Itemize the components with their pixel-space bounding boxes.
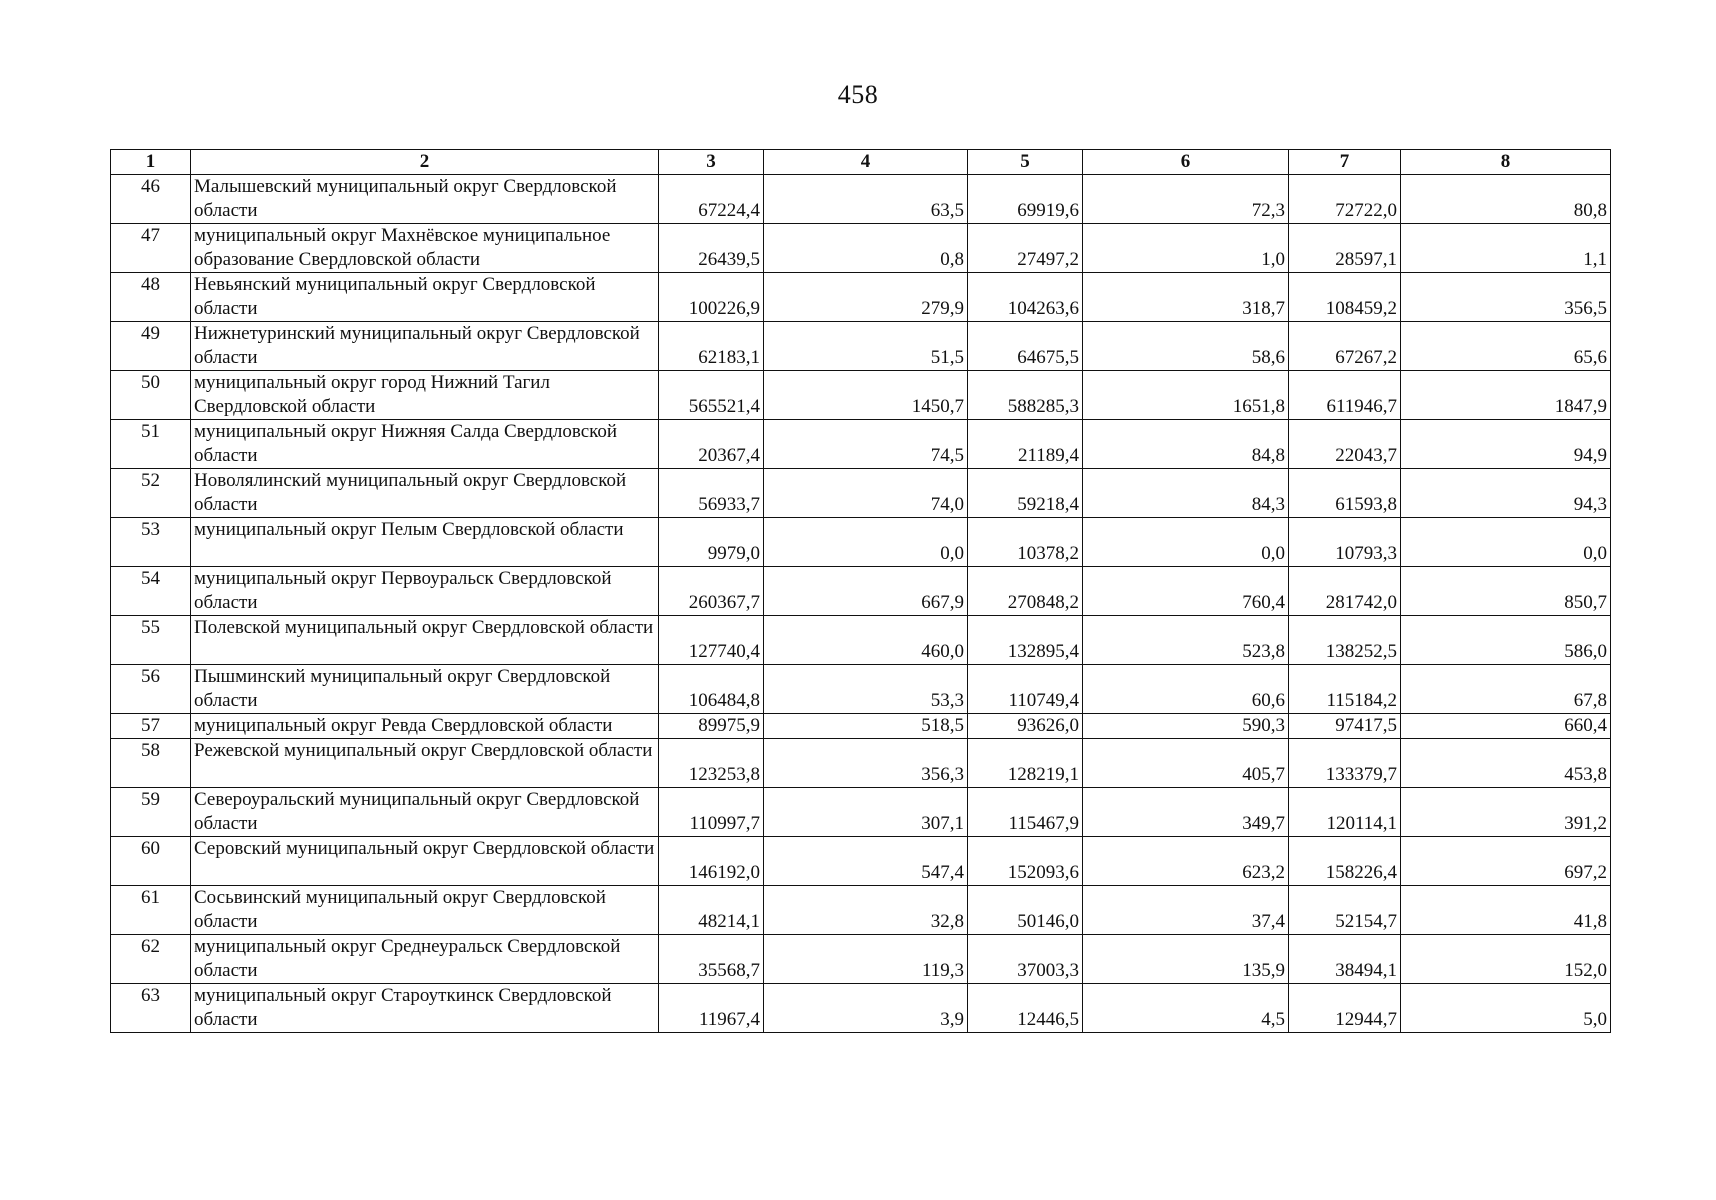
value-cell: 260367,7 xyxy=(659,567,764,616)
value-cell: 72722,0 xyxy=(1289,175,1401,224)
table-row xyxy=(111,837,1611,886)
municipality-name: Невьянский муниципальный округ Свердловской области xyxy=(191,273,659,322)
table-row xyxy=(111,273,1611,322)
value-cell: 138252,5 xyxy=(1289,616,1401,665)
row-number: 47 xyxy=(111,224,191,273)
value-cell: 62183,1 xyxy=(659,322,764,371)
table-row xyxy=(111,371,1611,420)
row-number: 56 xyxy=(111,665,191,714)
value-cell: 26439,5 xyxy=(659,224,764,273)
value-cell: 67224,4 xyxy=(659,175,764,224)
municipality-name: муниципальный округ Нижняя Салда Свердловской области xyxy=(191,420,659,469)
value-cell: 37003,3 xyxy=(968,935,1083,984)
column-header: 4 xyxy=(764,150,968,175)
value-cell: 69919,6 xyxy=(968,175,1083,224)
value-cell: 41,8 xyxy=(1401,886,1611,935)
table-row xyxy=(111,714,1611,739)
municipality-name: муниципальный округ Ревда Свердловской области xyxy=(191,714,659,739)
value-cell: 356,3 xyxy=(764,739,968,788)
row-number: 62 xyxy=(111,935,191,984)
value-cell: 38494,1 xyxy=(1289,935,1401,984)
table-row xyxy=(111,739,1611,788)
value-cell: 318,7 xyxy=(1083,273,1289,322)
value-cell: 279,9 xyxy=(764,273,968,322)
value-cell: 127740,4 xyxy=(659,616,764,665)
value-cell: 623,2 xyxy=(1083,837,1289,886)
value-cell: 0,0 xyxy=(1401,518,1611,567)
column-header: 6 xyxy=(1083,150,1289,175)
table-header-row xyxy=(111,150,1611,175)
value-cell: 32,8 xyxy=(764,886,968,935)
value-cell: 586,0 xyxy=(1401,616,1611,665)
value-cell: 152093,6 xyxy=(968,837,1083,886)
value-cell: 611946,7 xyxy=(1289,371,1401,420)
row-number: 49 xyxy=(111,322,191,371)
value-cell: 94,9 xyxy=(1401,420,1611,469)
value-cell: 0,0 xyxy=(764,518,968,567)
table-row xyxy=(111,984,1611,1033)
value-cell: 67,8 xyxy=(1401,665,1611,714)
column-header: 3 xyxy=(659,150,764,175)
value-cell: 21189,4 xyxy=(968,420,1083,469)
table-row xyxy=(111,567,1611,616)
row-number: 58 xyxy=(111,739,191,788)
table-row xyxy=(111,518,1611,567)
value-cell: 80,8 xyxy=(1401,175,1611,224)
municipality-name: муниципальный округ Первоуральск Свердловской области xyxy=(191,567,659,616)
table-row xyxy=(111,616,1611,665)
value-cell: 65,6 xyxy=(1401,322,1611,371)
value-cell: 115184,2 xyxy=(1289,665,1401,714)
page-number: 458 xyxy=(837,80,879,109)
value-cell: 123253,8 xyxy=(659,739,764,788)
value-cell: 158226,4 xyxy=(1289,837,1401,886)
value-cell: 307,1 xyxy=(764,788,968,837)
value-cell: 5,0 xyxy=(1401,984,1611,1033)
row-number: 60 xyxy=(111,837,191,886)
value-cell: 128219,1 xyxy=(968,739,1083,788)
column-header: 1 xyxy=(111,150,191,175)
value-cell: 67267,2 xyxy=(1289,322,1401,371)
value-cell: 63,5 xyxy=(764,175,968,224)
value-cell: 133379,7 xyxy=(1289,739,1401,788)
row-number: 46 xyxy=(111,175,191,224)
value-cell: 9979,0 xyxy=(659,518,764,567)
municipality-name: Нижнетуринский муниципальный округ Свердловской области xyxy=(191,322,659,371)
value-cell: 12944,7 xyxy=(1289,984,1401,1033)
value-cell: 135,9 xyxy=(1083,935,1289,984)
value-cell: 460,0 xyxy=(764,616,968,665)
value-cell: 697,2 xyxy=(1401,837,1611,886)
municipality-name: Полевской муниципальный округ Свердловской области xyxy=(191,616,659,665)
value-cell: 11967,4 xyxy=(659,984,764,1033)
value-cell: 405,7 xyxy=(1083,739,1289,788)
column-header: 5 xyxy=(968,150,1083,175)
row-number: 55 xyxy=(111,616,191,665)
value-cell: 0,8 xyxy=(764,224,968,273)
table-row xyxy=(111,665,1611,714)
value-cell: 590,3 xyxy=(1083,714,1289,739)
row-number: 52 xyxy=(111,469,191,518)
value-cell: 48214,1 xyxy=(659,886,764,935)
municipality-name: Сосьвинский муниципальный округ Свердловской области xyxy=(191,886,659,935)
table-row xyxy=(111,175,1611,224)
value-cell: 74,5 xyxy=(764,420,968,469)
value-cell: 22043,7 xyxy=(1289,420,1401,469)
municipality-name: Новолялинский муниципальный округ Свердловской области xyxy=(191,469,659,518)
value-cell: 523,8 xyxy=(1083,616,1289,665)
value-cell: 146192,0 xyxy=(659,837,764,886)
row-number: 57 xyxy=(111,714,191,739)
value-cell: 760,4 xyxy=(1083,567,1289,616)
value-cell: 4,5 xyxy=(1083,984,1289,1033)
value-cell: 565521,4 xyxy=(659,371,764,420)
value-cell: 270848,2 xyxy=(968,567,1083,616)
municipality-name: Режевской муниципальный округ Свердловской области xyxy=(191,739,659,788)
value-cell: 12446,5 xyxy=(968,984,1083,1033)
value-cell: 59218,4 xyxy=(968,469,1083,518)
value-cell: 60,6 xyxy=(1083,665,1289,714)
value-cell: 0,0 xyxy=(1083,518,1289,567)
value-cell: 1651,8 xyxy=(1083,371,1289,420)
value-cell: 84,8 xyxy=(1083,420,1289,469)
table-row xyxy=(111,224,1611,273)
value-cell: 850,7 xyxy=(1401,567,1611,616)
row-number: 63 xyxy=(111,984,191,1033)
table-row xyxy=(111,788,1611,837)
row-number: 61 xyxy=(111,886,191,935)
value-cell: 356,5 xyxy=(1401,273,1611,322)
value-cell: 35568,7 xyxy=(659,935,764,984)
value-cell: 115467,9 xyxy=(968,788,1083,837)
value-cell: 518,5 xyxy=(764,714,968,739)
municipality-name: Серовский муниципальный округ Свердловской области xyxy=(191,837,659,886)
value-cell: 84,3 xyxy=(1083,469,1289,518)
municipality-name: Пышминский муниципальный округ Свердловской области xyxy=(191,665,659,714)
value-cell: 110749,4 xyxy=(968,665,1083,714)
row-number: 59 xyxy=(111,788,191,837)
column-header: 7 xyxy=(1289,150,1401,175)
column-header: 8 xyxy=(1401,150,1611,175)
municipality-name: Малышевский муниципальный округ Свердловской области xyxy=(191,175,659,224)
table-row xyxy=(111,935,1611,984)
value-cell: 120114,1 xyxy=(1289,788,1401,837)
table-row xyxy=(111,886,1611,935)
municipality-name: муниципальный округ Махнёвское муниципальное образование Свердловской области xyxy=(191,224,659,273)
value-cell: 97417,5 xyxy=(1289,714,1401,739)
value-cell: 453,8 xyxy=(1401,739,1611,788)
value-cell: 10793,3 xyxy=(1289,518,1401,567)
budget-table xyxy=(110,149,1611,1033)
value-cell: 1,0 xyxy=(1083,224,1289,273)
value-cell: 10378,2 xyxy=(968,518,1083,567)
value-cell: 349,7 xyxy=(1083,788,1289,837)
value-cell: 100226,9 xyxy=(659,273,764,322)
value-cell: 391,2 xyxy=(1401,788,1611,837)
value-cell: 281742,0 xyxy=(1289,567,1401,616)
table-row xyxy=(111,420,1611,469)
value-cell: 20367,4 xyxy=(659,420,764,469)
value-cell: 132895,4 xyxy=(968,616,1083,665)
value-cell: 104263,6 xyxy=(968,273,1083,322)
municipality-name: муниципальный округ Староуткинск Свердловской области xyxy=(191,984,659,1033)
value-cell: 110997,7 xyxy=(659,788,764,837)
value-cell: 89975,9 xyxy=(659,714,764,739)
value-cell: 72,3 xyxy=(1083,175,1289,224)
municipality-name: муниципальный округ Пелым Свердловской области xyxy=(191,518,659,567)
municipality-name: Североуральский муниципальный округ Свердловской области xyxy=(191,788,659,837)
value-cell: 1450,7 xyxy=(764,371,968,420)
value-cell: 50146,0 xyxy=(968,886,1083,935)
value-cell: 28597,1 xyxy=(1289,224,1401,273)
value-cell: 94,3 xyxy=(1401,469,1611,518)
value-cell: 588285,3 xyxy=(968,371,1083,420)
value-cell: 61593,8 xyxy=(1289,469,1401,518)
row-number: 53 xyxy=(111,518,191,567)
value-cell: 1847,9 xyxy=(1401,371,1611,420)
value-cell: 74,0 xyxy=(764,469,968,518)
row-number: 54 xyxy=(111,567,191,616)
value-cell: 3,9 xyxy=(764,984,968,1033)
table-row xyxy=(111,469,1611,518)
row-number: 48 xyxy=(111,273,191,322)
value-cell: 667,9 xyxy=(764,567,968,616)
value-cell: 27497,2 xyxy=(968,224,1083,273)
table-row xyxy=(111,322,1611,371)
value-cell: 119,3 xyxy=(764,935,968,984)
row-number: 50 xyxy=(111,371,191,420)
value-cell: 53,3 xyxy=(764,665,968,714)
value-cell: 106484,8 xyxy=(659,665,764,714)
value-cell: 660,4 xyxy=(1401,714,1611,739)
value-cell: 152,0 xyxy=(1401,935,1611,984)
value-cell: 1,1 xyxy=(1401,224,1611,273)
value-cell: 547,4 xyxy=(764,837,968,886)
value-cell: 52154,7 xyxy=(1289,886,1401,935)
value-cell: 51,5 xyxy=(764,322,968,371)
table-body xyxy=(111,175,1611,1033)
value-cell: 64675,5 xyxy=(968,322,1083,371)
value-cell: 93626,0 xyxy=(968,714,1083,739)
row-number: 51 xyxy=(111,420,191,469)
municipality-name: муниципальный округ город Нижний Тагил Свердловской области xyxy=(191,371,659,420)
value-cell: 37,4 xyxy=(1083,886,1289,935)
value-cell: 58,6 xyxy=(1083,322,1289,371)
column-header: 2 xyxy=(191,150,659,175)
value-cell: 56933,7 xyxy=(659,469,764,518)
value-cell: 108459,2 xyxy=(1289,273,1401,322)
municipality-name: муниципальный округ Среднеуральск Свердловской области xyxy=(191,935,659,984)
